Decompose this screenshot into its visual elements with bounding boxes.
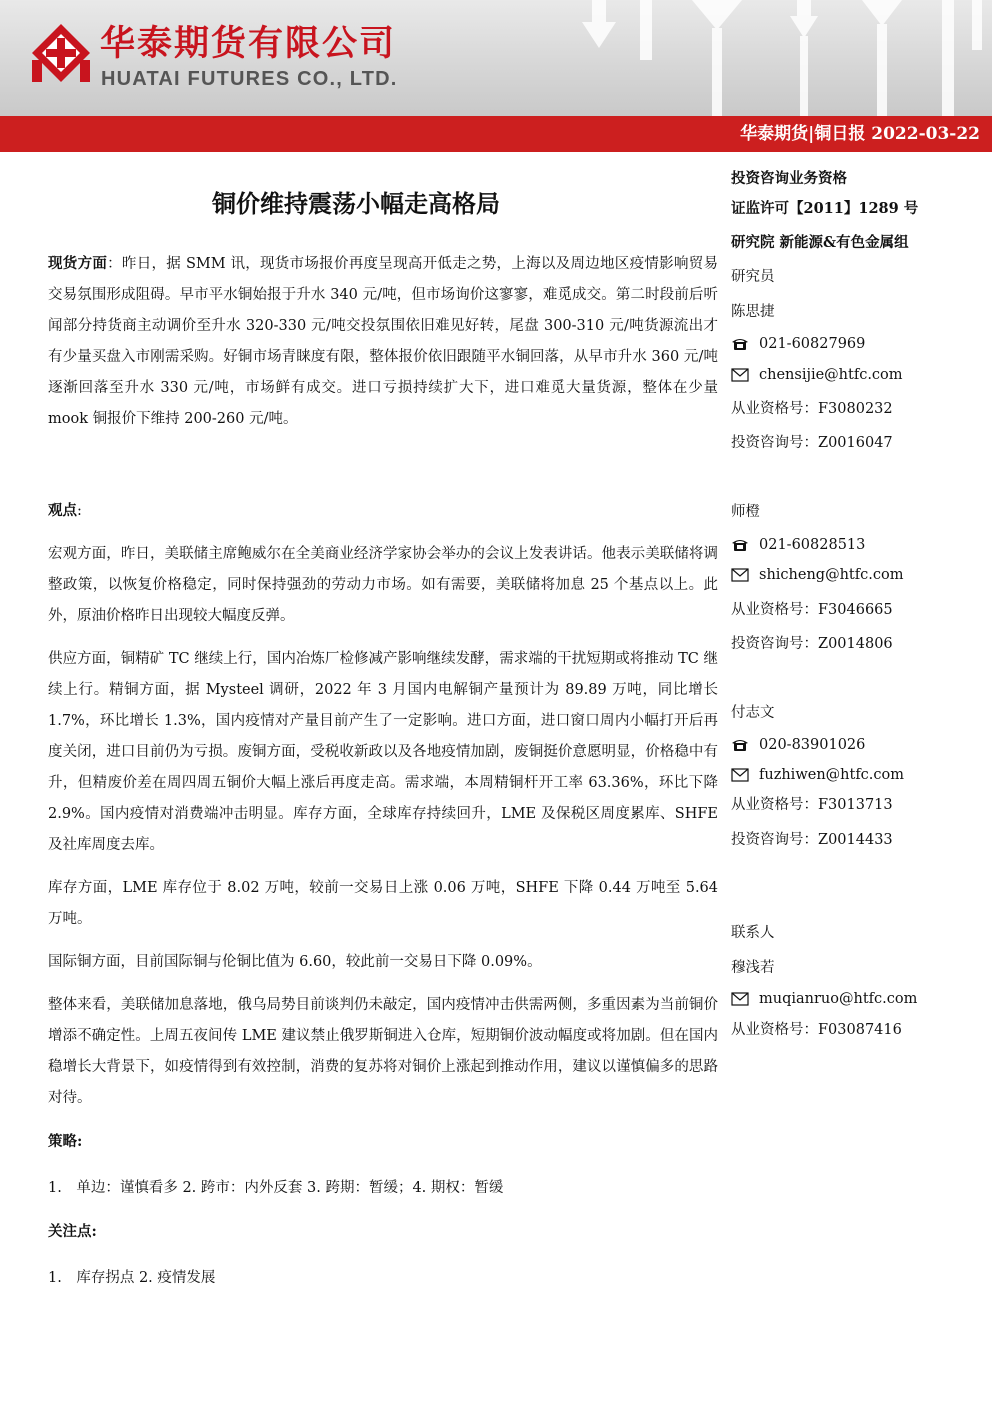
focus-heading: 关注点: [48, 1223, 97, 1240]
report-body [48, 248, 718, 1294]
envelope-icon [731, 768, 751, 782]
report-tag: 华泰期货|铜日报 2022-03-22 [740, 124, 980, 144]
macro-paragraph: 宏观方面，昨日，美联储主席鲍威尔在全美商业经济学家协会举办的会议上发表讲话。他表示美联储将调整政策，以恢复价格稳定，同时保持强劲的劳动力市场。如有需要，美联储将加息 25 个基点以上。此外，原油价格昨日出现较大幅度反弹。 [48, 546, 718, 624]
analyst-cert: 从业资格号：F3046665 [731, 602, 893, 618]
envelope-icon [731, 368, 751, 382]
contact-label: 联系人 [731, 925, 775, 941]
email-address[interactable]: muqianruo@htfc.com [759, 991, 918, 1007]
report-title: 铜价维持震荡小幅走高格局 [212, 190, 500, 218]
contact-email[interactable] [731, 988, 917, 1010]
phone-icon [731, 538, 751, 552]
envelope-icon [731, 568, 751, 582]
analyst-cert: 从业资格号：F3013713 [731, 797, 893, 813]
analyst-phone [731, 333, 865, 355]
view-heading [48, 495, 718, 527]
phone-icon [731, 738, 751, 752]
phone-icon [731, 337, 751, 351]
spot-paragraph [48, 248, 718, 435]
analyst-email[interactable] [731, 364, 903, 386]
analyst-name: 付志文 [731, 705, 775, 721]
phone-number: 021-60827969 [759, 336, 866, 352]
spot-label: 现货方面 [48, 255, 108, 272]
analyst-email[interactable] [731, 564, 903, 586]
role-label: 研究员 [731, 269, 775, 285]
contact-cert: 从业资格号：F03087416 [731, 1022, 902, 1038]
analyst-advisor: 投资咨询号：Z0014433 [731, 832, 893, 848]
overall-paragraph: 整体来看，美联储加息落地，俄乌局势目前谈判仍未敲定，国内疫情冲击供需两侧，多重因素为当前铜价增添不确定性。上周五夜间传 LME 建议禁止俄罗斯铜进入仓库，短期铜价波动幅度或将加剧。但在国内稳增长大背景下，如疫情得到有效控制，消费的复苏将对铜价上涨起到推动作用，建议以谨慎偏多的思路对待。 [48, 997, 718, 1106]
company-name-en: HUATAI FUTURES CO., LTD. [101, 68, 398, 90]
strategy-text: 1. 单边：谨慎看多 2. 跨市：内外反套 3. 跨期：暂缓；4. 期权：暂缓 [48, 1180, 504, 1196]
view-colon: : [77, 503, 82, 519]
analyst-advisor: 投资咨询号：Z0014806 [731, 636, 893, 652]
email-address[interactable]: shicheng@htfc.com [759, 567, 904, 583]
report-banner [0, 116, 992, 152]
contact-name: 穆浅若 [731, 960, 775, 976]
analyst-name: 陈思捷 [731, 304, 775, 320]
supply-paragraph: 供应方面，铜精矿 TC 继续上行，国内冶炼厂检修减产影响继续发酵，需求端的干扰短期或将推动 TC 继续上行。精铜方面，据 Mysteel 调研，2022 年 3 月国内电解铜产量预计为 89.89 万吨，同比增长 1.7%，环比增长 1.3%，国内疫情对产量目前产生了一定影响。进口方面，进口窗口周内小幅打开后再度关闭，进口目前仍为亏损。废铜方面，受税收新政以及各地疫情加剧，废铜挺价意愿明显，价格稳中有升，但精废价差在周四周五铜价大幅上涨后再度走高。需求端，本周精铜杆开工率 63.36%，环比下降 2.9%。国内疫情对消费端冲击明显。库存方面，全球库存持续回升，LME 及保税区周度累库、SHFE 及社库周度去库。 [48, 651, 718, 853]
company-logo [32, 24, 90, 86]
department: 研究院 新能源&有色金属组 [731, 234, 909, 251]
email-address[interactable]: fuzhiwen@htfc.com [759, 767, 905, 783]
spot-text: ：昨日，据 SMM 讯，现货市场报价再度呈现高开低走之势，上海以及周边地区疫情影响贸易交易氛围形成阻碍。早市平水铜始报于升水 340 元/吨，但市场询价这寥寥，难觅成交。第二时段前后听闻部分持货商主动调价至升水 320-330 元/吨交投氛围依旧难见好转，尾盘 300-310 元/吨货源流出才有少量买盘入市刚需采购。好铜市场青睐度有限，整体报价依旧跟随平水铜回落，从早市升水 360 元/吨逐渐回落至升水 330 元/吨，市场鲜有成交。进口亏损持续扩大下，进口难觅大量货源，整体在少量 mook 铜报价下维持 200-260 元/吨。 [48, 256, 719, 427]
international-paragraph: 国际铜方面，目前国际铜与伦铜比值为 6.60，较此前一交易日下降 0.09%。 [48, 954, 542, 970]
view-label: 观点 [48, 502, 77, 519]
envelope-icon [731, 992, 751, 1006]
focus-text: 1. 库存拐点 2. 疫情发展 [48, 1270, 216, 1286]
analyst-advisor: 投资咨询号：Z0016047 [731, 435, 893, 451]
qualification: 投资咨询业务资格 [731, 170, 847, 187]
company-name-cn: 华泰期货有限公司 [100, 24, 397, 64]
strategy-heading: 策略: [48, 1133, 83, 1150]
email-address[interactable]: chensijie@htfc.com [759, 367, 903, 383]
inventory-paragraph: 库存方面，LME 库存位于 8.02 万吨，较前一交易日上涨 0.06 万吨，SHFE 下降 0.44 万吨至 5.64 万吨。 [48, 880, 718, 927]
page-header [0, 0, 992, 116]
header-decoration [572, 0, 992, 116]
analyst-cert: 从业资格号：F3080232 [731, 401, 893, 417]
analyst-name: 师橙 [731, 504, 760, 520]
phone-number: 021-60828513 [759, 537, 866, 553]
phone-number: 020-83901026 [759, 737, 866, 753]
license: 证监许可【2011】1289 号 [731, 200, 919, 217]
analyst-phone [731, 734, 865, 756]
analyst-phone [731, 534, 865, 556]
analyst-email[interactable] [731, 764, 904, 786]
